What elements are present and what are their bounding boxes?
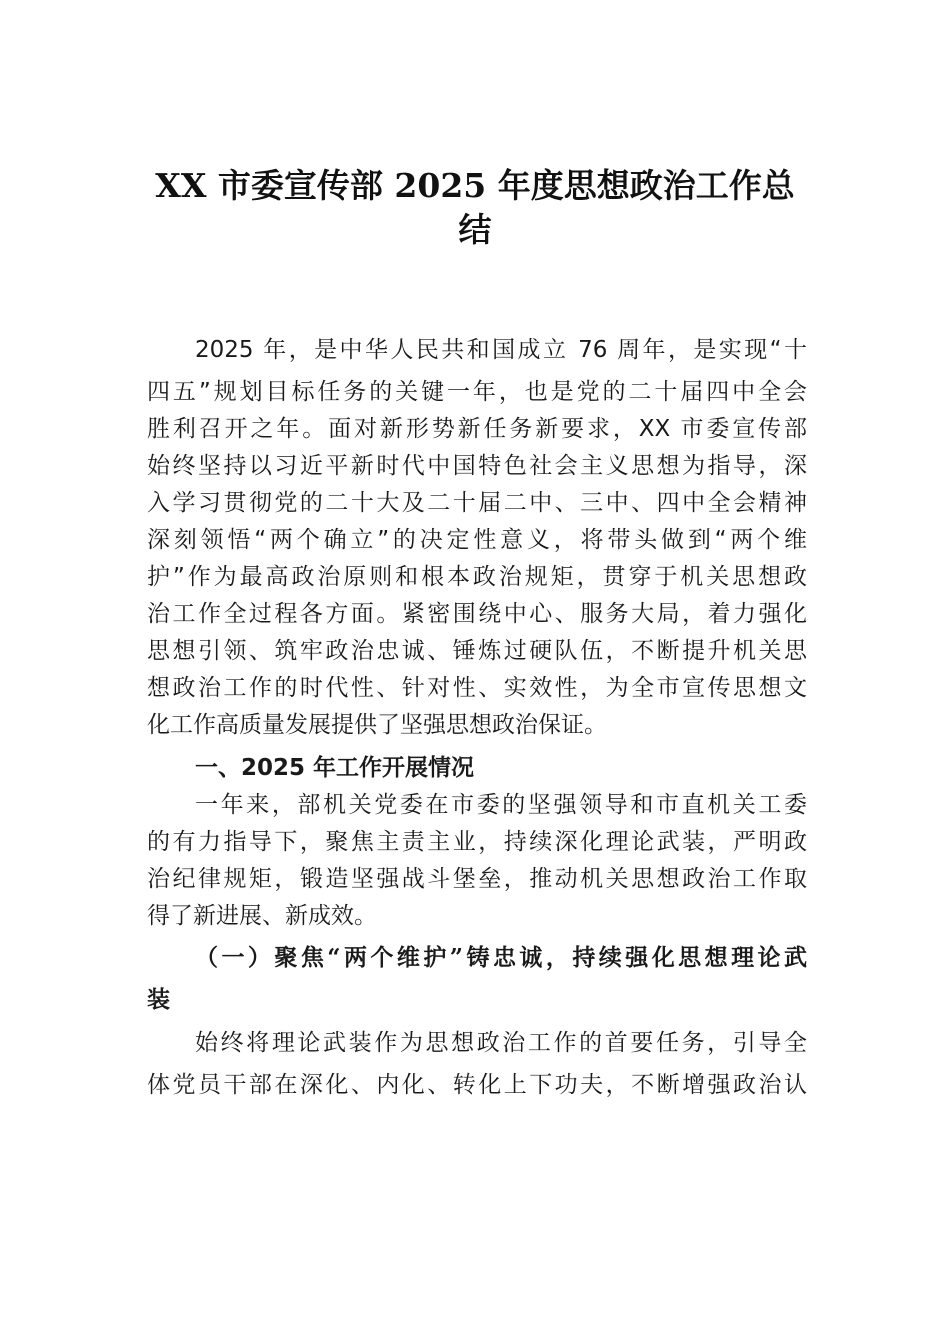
- intro-paragraph-line: 2025 年，是中华人民共和国成立 76 周年，是实现“十: [195, 337, 807, 363]
- subsection-paragraph-line: 体党员干部在深化、内化、转化上下功夫，不断增强政治认: [147, 1072, 807, 1098]
- section-heading: 一、2025 年工作开展情况: [195, 755, 475, 781]
- intro-paragraph-line: 思想引领、筑牢政治忠诚、锤炼过硬队伍，不断提升机关思: [147, 638, 807, 664]
- document-title-line-1: XX 市委宣传部 2025 年度思想政治工作总: [155, 166, 795, 205]
- intro-paragraph-line: 想政治工作的时代性、针对性、实效性，为全市宣传思想文: [147, 675, 807, 701]
- intro-paragraph-line: 入学习贯彻党的二十大及二十届二中、三中、四中全会精神: [147, 490, 807, 516]
- intro-paragraph-line: 四五”规划目标任务的关键一年，也是党的二十届四中全会: [147, 379, 807, 405]
- subsection-heading-line: 装: [147, 986, 170, 1013]
- document-title-line-2: 结: [458, 210, 492, 249]
- intro-paragraph-line: 化工作高质量发展提供了坚强思想政治保证。: [147, 712, 607, 738]
- section-paragraph-line: 一年来，部机关党委在市委的坚强领导和市直机关工委: [195, 792, 807, 818]
- intro-paragraph-line: 治工作全过程各方面。紧密围绕中心、服务大局，着力强化: [147, 601, 807, 627]
- intro-paragraph-line: 胜利召开之年。面对新形势新任务新要求，XX 市委宣传部: [147, 416, 807, 442]
- intro-paragraph-line: 护”作为最高政治原则和根本政治规矩，贯穿于机关思想政: [147, 564, 807, 590]
- intro-paragraph-line: 深刻领悟“两个确立”的决定性意义，将带头做到“两个维: [147, 527, 807, 553]
- section-paragraph-line: 治纪律规矩，锻造坚强战斗堡垒，推动机关思想政治工作取: [147, 866, 807, 892]
- section-paragraph-line: 的有力指导下，聚焦主责主业，持续深化理论武装，严明政: [147, 829, 807, 855]
- section-paragraph-line: 得了新进展、新成效。: [147, 903, 377, 929]
- subsection-heading-line: （一）聚焦“两个维护”铸忠诚，持续强化思想理论武: [195, 944, 807, 971]
- subsection-paragraph-line: 始终将理论武装作为思想政治工作的首要任务，引导全: [195, 1030, 807, 1056]
- intro-paragraph-line: 始终坚持以习近平新时代中国特色社会主义思想为指导，深: [147, 453, 807, 479]
